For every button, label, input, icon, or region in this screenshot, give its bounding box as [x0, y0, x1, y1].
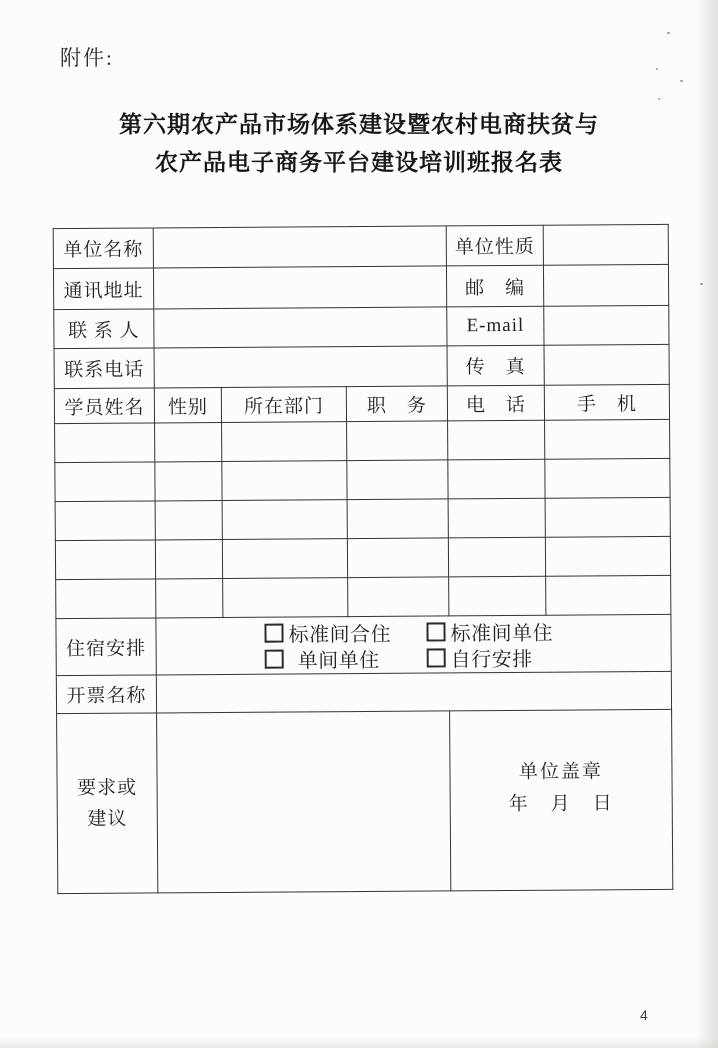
- scan-speck: [680, 80, 683, 82]
- seal-line2: 年 月 日: [508, 792, 614, 815]
- checkbox-icon: [264, 623, 283, 642]
- roster-cell: [448, 420, 545, 460]
- row-invoice: [56, 671, 671, 713]
- roster-cell: [223, 578, 348, 618]
- remarks-label-line1: 要求或: [77, 777, 138, 799]
- checkbox-icon: [426, 622, 445, 641]
- roster-cell: [222, 500, 347, 540]
- roster-cell: [55, 462, 155, 502]
- roster-cell: [449, 576, 546, 616]
- accommodation-option: [265, 643, 427, 673]
- roster-header-department: 所在部门: [221, 387, 346, 423]
- roster-empty-row: [55, 536, 670, 579]
- accommodation-option-label: 单间单住: [297, 649, 380, 672]
- accommodation-options-line2: [157, 643, 671, 673]
- unit-name-value-cell: [153, 226, 446, 268]
- roster-cell: [347, 460, 448, 500]
- roster-cell: [545, 536, 670, 576]
- roster-empty-row: [56, 575, 671, 618]
- roster-cell: [155, 461, 222, 500]
- unit-type-value-cell: [543, 224, 668, 265]
- roster-header-mobile: 手 机: [544, 384, 669, 420]
- row-address: [53, 264, 668, 309]
- seal-cell: [450, 709, 673, 891]
- row-remarks: [57, 709, 673, 893]
- row-unit-name: [53, 224, 668, 268]
- row-contact-phone: [54, 344, 669, 388]
- roster-cell: [347, 538, 448, 578]
- email-label: E-mail: [447, 306, 544, 346]
- row-accommodation: [56, 614, 671, 675]
- roster-cell: [448, 459, 545, 499]
- roster-cell: [348, 577, 449, 617]
- scan-speck: [700, 283, 703, 285]
- contact-phone-value-cell: [154, 346, 447, 388]
- address-label: 通讯地址: [53, 268, 153, 310]
- roster-header-gender: 性别: [154, 387, 221, 422]
- roster-cell: [56, 579, 156, 619]
- roster-cell: [155, 539, 222, 578]
- checkbox-icon: [265, 649, 284, 668]
- roster-header-phone: 电 话: [447, 385, 544, 421]
- roster-cell: [55, 423, 155, 463]
- roster-cell: [55, 540, 155, 580]
- roster-cell: [55, 501, 155, 541]
- remarks-label-line2: 建议: [87, 808, 128, 830]
- accommodation-option-label: 标准间单住: [450, 622, 554, 645]
- accommodation-option: [427, 642, 533, 672]
- scan-edge-shadow-bottom: [0, 1038, 718, 1048]
- seal-line1: 单位盖章: [518, 760, 604, 783]
- registration-table: [53, 224, 674, 894]
- roster-cell: [546, 575, 671, 615]
- checkbox-icon: [427, 648, 446, 667]
- roster-cell: [545, 419, 670, 459]
- invoice-label: 开票名称: [56, 675, 156, 714]
- registration-table-wrapper: [53, 224, 674, 894]
- contact-person-value-cell: [154, 307, 447, 348]
- roster-header-position: 职 务: [346, 386, 447, 422]
- accommodation-label: 住宿安排: [56, 618, 156, 676]
- roster-cell: [545, 497, 670, 537]
- roster-cell: [156, 578, 223, 617]
- scan-speck: [656, 68, 658, 70]
- remarks-value-cell: [157, 711, 451, 893]
- scan-speck: [667, 32, 670, 34]
- contact-person-label: 联 系 人: [54, 309, 154, 349]
- roster-cell: [155, 500, 222, 539]
- address-value-cell: [153, 266, 446, 309]
- invoice-value-cell: [156, 671, 671, 713]
- roster-empty-row: [55, 497, 670, 540]
- form-title-line1: 第六期农产品市场体系建设暨农村电商扶贫与: [119, 112, 599, 137]
- accommodation-option-label: 自行安排: [450, 648, 533, 671]
- roster-cell: [222, 539, 347, 579]
- roster-header-name: 学员姓名: [54, 388, 154, 424]
- fax-value-cell: [544, 344, 669, 385]
- roster-cell: [545, 458, 670, 498]
- accommodation-option-label: 标准间合住: [288, 623, 392, 647]
- accommodation-options-cell: [156, 614, 671, 675]
- fax-label: 传 真: [447, 345, 544, 386]
- postcode-label: 邮 编: [446, 265, 543, 307]
- contact-phone-label: 联系电话: [54, 348, 154, 389]
- postcode-value-cell: [543, 264, 668, 306]
- roster-cell: [222, 422, 347, 462]
- form-title-line2: 农产品电子商务平台建设培训班报名表: [155, 150, 563, 175]
- roster-cell: [155, 422, 222, 461]
- seal-text: [450, 755, 671, 821]
- roster-empty-row: [55, 458, 670, 501]
- scan-speck: [658, 98, 660, 100]
- roster-header-row: [54, 384, 669, 423]
- attachment-label: 附件:: [60, 46, 114, 70]
- remarks-label: [57, 713, 158, 894]
- email-value-cell: [544, 305, 669, 345]
- roster-cell: [347, 421, 448, 461]
- roster-cell: [347, 499, 448, 539]
- form-title: [0, 106, 718, 182]
- page-number: 4: [640, 1007, 648, 1023]
- roster-empty-row: [55, 419, 670, 462]
- roster-cell: [448, 498, 545, 538]
- accommodation-options-line1: [156, 617, 670, 647]
- unit-type-label: 单位性质: [446, 225, 543, 266]
- roster-cell: [222, 461, 347, 501]
- row-contact-person: [54, 305, 669, 348]
- unit-name-label: 单位名称: [53, 228, 153, 269]
- roster-cell: [448, 537, 545, 577]
- accommodation-option: [426, 616, 553, 646]
